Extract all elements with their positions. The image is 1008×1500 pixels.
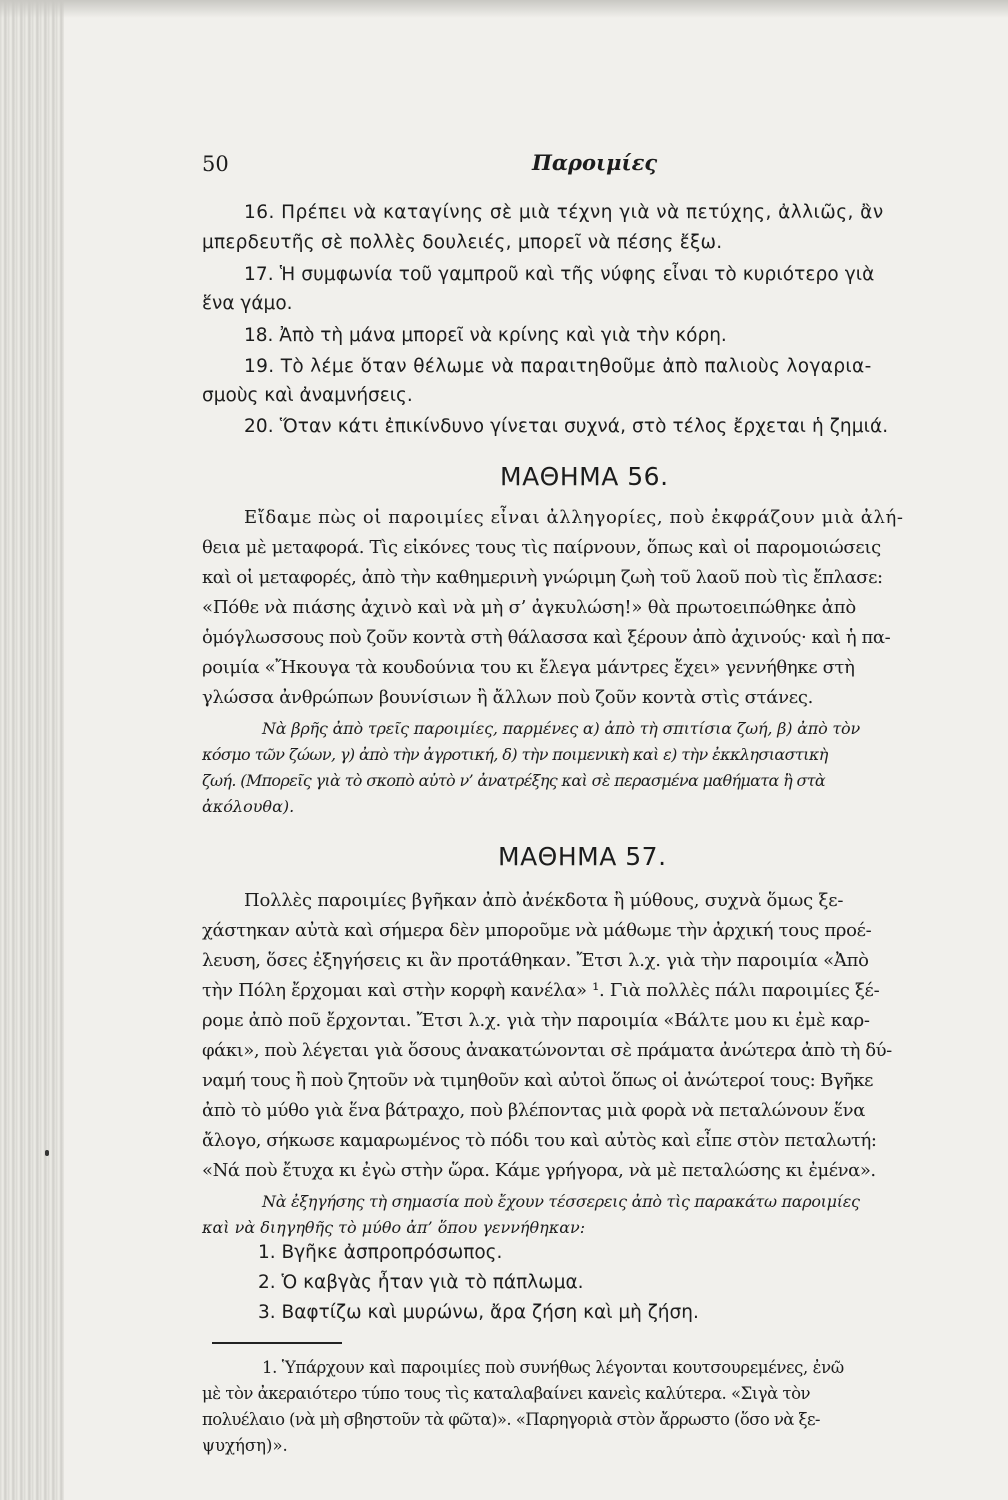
- body-line: Πολλὲς παροιμίες βγῆκαν ἀπὸ ἀνέκδοτα ἢ μύθους, συχνὰ ὅμως ξε-: [244, 890, 844, 911]
- list-line: 18. Ἀπὸ τὴ μάνα μπορεῖ νὰ κρίνης καὶ γιὰ τὴν κόρη.: [244, 325, 727, 346]
- list-line: ἕνα γάμο.: [202, 293, 293, 314]
- running-title: Παροιμίες: [532, 150, 658, 175]
- lesson-56-title: ΜΑΘΗΜΑ 56.: [500, 462, 669, 491]
- exercise-line: καὶ νὰ διηγηθῆς τὸ μύθο ἀπ’ ὅπου γεννήθηκαν:: [202, 1218, 586, 1237]
- footnote-line: 1. Ὑπάρχουν καὶ παροιμίες ποὺ συνήθως λέγονται κουτσουρεμένες, ἐνῶ: [262, 1358, 844, 1377]
- body-line: ναμή τους ἢ ποὺ ζητοῦν νὰ τιμηθοῦν καὶ αὐτοὶ ὅπως οἱ ἀνώτεροί τους: Βγῆκε: [202, 1070, 873, 1091]
- list-line: 16. Πρέπει νὰ καταγίνης σὲ μιὰ τέχνη γιὰ νὰ πετύχης, ἀλλιῶς, ἂν: [244, 202, 884, 223]
- proverb-item: 2. Ὁ καβγὰς ἦταν γιὰ τὸ πάπλωμα.: [258, 1272, 584, 1293]
- body-line: γλώσσα ἀνθρώπων βουνίσιων ἢ ἄλλων ποὺ ζοῦν κοντὰ στὶς στάνες.: [202, 687, 814, 708]
- body-line: θεια μὲ μεταφορά. Τὶς εἰκόνες τους τὶς παίρνουν, ὅπως καὶ οἱ παρομοιώσεις: [202, 537, 881, 558]
- list-line: σμοὺς καὶ ἀναμνήσεις.: [202, 385, 413, 406]
- list-line: μπερδευτῆς σὲ πολλὲς δουλειές, μπορεῖ νὰ πέσης ἔξω.: [202, 232, 723, 253]
- body-line: ροιμία «Ἤκουγα τὰ κουδούνια του κι ἔλεγα μάντρες ἔχει» γεννήθηκε στὴ: [202, 657, 855, 678]
- list-line: 20. Ὅταν κάτι ἐπικίνδυνο γίνεται συχνά, στὸ τέλος ἔρχεται ἡ ζημιά.: [244, 416, 889, 437]
- exercise-line: κόσμο τῶν ζώων, γ) ἀπὸ τὴν ἀγροτική, δ) τὴν ποιμενικὴ καὶ ε) τὴν ἐκκλησιαστικὴ: [202, 745, 828, 764]
- exercise-line: Νὰ ἐξηγήσης τὴ σημασία ποὺ ἔχουν τέσσερεις ἀπὸ τὶς παρακάτω παροιμίες: [262, 1192, 860, 1211]
- body-line: φάκι», ποὺ λέγεται γιὰ ὅσους ἀνακατώνονται σὲ πράματα ἀνώτερα ἀπὸ τὴ δύ-: [202, 1040, 892, 1061]
- footnote-line: μὲ τὸν ἀκεραιότερο τύπο τους τὶς καταλαβαίνει κανεὶς καλύτερα. «Σιγὰ τὸν: [202, 1384, 811, 1403]
- body-line: καὶ οἱ μεταφορές, ἀπὸ τὴν καθημερινὴ γνώριμη ζωὴ τοῦ λαοῦ ποὺ τὶς ἔπλασε:: [202, 567, 883, 588]
- body-line: ἄλογο, σήκωσε καμαρωμένος τὸ πόδι του καὶ αὐτὸς καὶ εἶπε στὸν πεταλωτή:: [202, 1130, 877, 1151]
- exercise-line: ζωή. (Μπορεῖς γιὰ τὸ σκοπὸ αὐτὸ ν’ ἀνατρέξης καὶ σὲ περασμένα μαθήματα ἢ στὰ: [202, 771, 826, 790]
- body-line: λευση, ὅσες ἐξηγήσεις κι ἂν προτάθηκαν. Ἔτσι λ.χ. γιὰ τὴν παροιμία «Ἀπὸ: [202, 950, 869, 971]
- exercise-line: ἀκόλουθα).: [202, 797, 295, 816]
- body-line: τὴν Πόλη ἔρχομαι καὶ στὴν κορφὴ κανέλα» ¹. Γιὰ πολλὲς πάλι παροιμίες ξέ-: [202, 980, 880, 1001]
- body-line: ρομε ἀπὸ ποῦ ἔρχονται. Ἔτσι λ.χ. γιὰ τὴν παροιμία «Βάλτε μου κι ἐμὲ καρ-: [202, 1010, 870, 1031]
- body-line: χάστηκαν αὐτὰ καὶ σήμερα δὲν μποροῦμε νὰ μάθωμε τὴν ἀρχική τους προέ-: [202, 920, 872, 941]
- body-line: ὁμόγλωσσους ποὺ ζοῦν κοντὰ στὴ θάλασσα καὶ ξέρουν ἀπὸ ἀχινούς· καὶ ἡ πα-: [202, 627, 891, 648]
- list-line: 17. Ἡ συμφωνία τοῦ γαμπροῦ καὶ τῆς νύφης εἶναι τὸ κυριότερο γιὰ: [244, 264, 875, 285]
- ink-speck: [45, 1150, 49, 1156]
- footnote-line: πολυέλαιο (νὰ μὴ σβηστοῦν τὰ φῶτα)». «Παρηγοριὰ στὸν ἄρρωστο (ὅσο νὰ ξε-: [202, 1410, 820, 1429]
- page-number: 50: [202, 152, 229, 176]
- footnote-line: ψυχήση)».: [202, 1436, 288, 1455]
- body-line: «Πόθε νὰ πιάσης ἀχινὸ καὶ νὰ μὴ σ’ ἀγκυλώση!» θὰ πρωτοειπώθηκε ἀπὸ: [202, 597, 856, 618]
- proverb-item: 3. Βαφτίζω καὶ μυρώνω, ἄρα ζήση καὶ μὴ ζήση.: [258, 1302, 699, 1323]
- footnote-rule: [212, 1342, 342, 1344]
- lesson-57-title: ΜΑΘΗΜΑ 57.: [498, 842, 667, 871]
- body-line: Εἴδαμε πὼς οἱ παροιμίες εἶναι ἀλληγορίες, ποὺ ἐκφράζουν μιὰ ἀλή-: [244, 507, 904, 528]
- list-line: 19. Τὸ λέμε ὅταν θέλωμε νὰ παραιτηθοῦμε ἀπὸ παλιοὺς λογαρια-: [244, 356, 872, 377]
- body-line: ἀπὸ τὸ μύθο γιὰ ἕνα βάτραχο, ποὺ βλέποντας μιὰ φορὰ νὰ πεταλώνουν ἕνα: [202, 1100, 865, 1121]
- body-line: «Νά ποὺ ἔτυχα κι ἐγὼ στὴν ὥρα. Κάμε γρήγορα, νὰ μὲ πεταλώσης κι ἐμένα».: [202, 1160, 876, 1181]
- proverb-item: 1. Βγῆκε ἀσπροπρόσωπος.: [258, 1242, 503, 1263]
- exercise-line: Νὰ βρῆς ἀπὸ τρεῖς παροιμίες, παρμένες α) ἀπὸ τὴ σπιτίσια ζωή, β) ἀπὸ τὸν: [262, 719, 860, 738]
